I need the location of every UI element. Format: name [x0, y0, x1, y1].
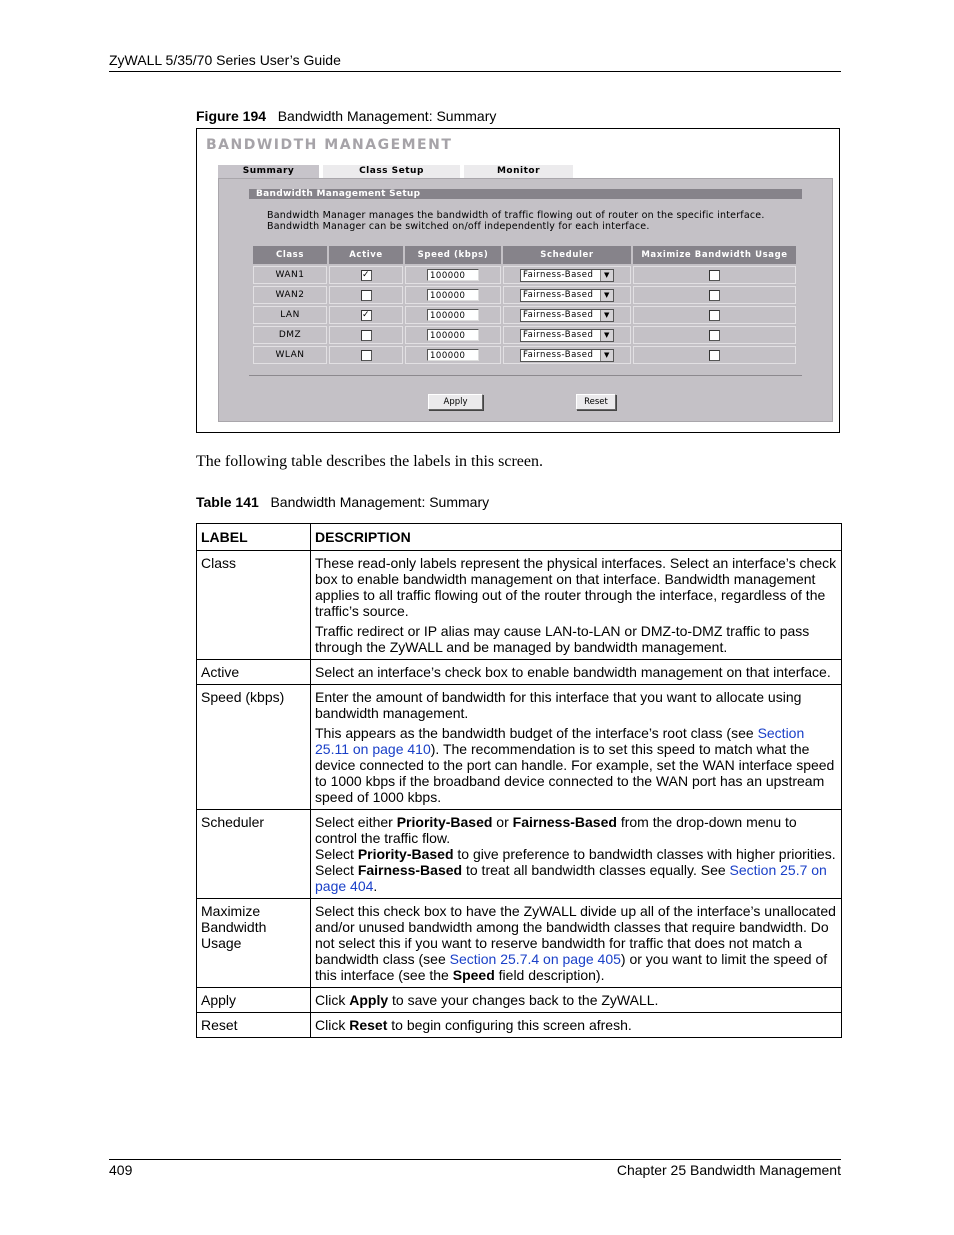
- text-run: ). The recommendation is to set this speed to match what the device connected to the port can handle. For example, set the WAN interface speed to 1000 kbps if the broadband device connected to the WAN port has an upstream speed of 1000 kbps.: [315, 741, 835, 805]
- column-header-scheduler: Scheduler: [503, 246, 631, 264]
- chapter-title: Chapter 25 Bandwidth Management: [616, 1162, 841, 1178]
- table-row: [253, 326, 796, 344]
- description-paragraph: [315, 846, 837, 894]
- screen-title: BANDWIDTH MANAGEMENT: [206, 137, 453, 153]
- description-paragraph: These read-only labels represent the physical interfaces. Select an interface’s check box to enable bandwidth management on that interface. Bandwidth management applies to all traffic flowing out of the router through the interface, regardless of the traffic’s source.: [315, 555, 837, 619]
- maximize-cell: [633, 266, 796, 284]
- maximize-checkbox[interactable]: [709, 310, 720, 321]
- table-number: Table 141: [196, 494, 259, 510]
- text-run: or: [492, 814, 513, 830]
- row-description: [311, 660, 842, 685]
- setup-description: [267, 210, 827, 232]
- scheduler-select[interactable]: [520, 269, 614, 282]
- scheduler-select[interactable]: [520, 349, 614, 362]
- label-line: Usage: [201, 935, 242, 951]
- maximize-checkbox[interactable]: [709, 270, 720, 281]
- table-header-row: [197, 524, 842, 551]
- tab-bar: [218, 165, 573, 178]
- scheduler-cell: [503, 266, 631, 284]
- tab-summary[interactable]: Summary: [218, 165, 319, 178]
- active-checkbox[interactable]: ✓: [361, 309, 371, 320]
- text-run: Select this check box to have the ZyWALL divide up all of the interface’s unallocated and/or unused bandwidth among the bandwidth classes that require bandwidth. Do not select this if you want to reserve bandwidth for traffic that does not match a bandwidth class (see: [315, 903, 836, 967]
- maximize-cell: [633, 346, 796, 364]
- bold-term: Reset: [349, 1017, 388, 1033]
- text-run: field description).: [494, 967, 605, 983]
- scheduler-select[interactable]: [520, 309, 614, 322]
- maximize-checkbox[interactable]: [709, 290, 720, 301]
- column-header-label: LABEL: [197, 524, 311, 551]
- text-run: to save your changes back to the ZyWALL.: [388, 992, 659, 1008]
- bold-term: Fairness-Based: [512, 814, 617, 830]
- class-cell: LAN: [253, 306, 327, 324]
- text-run: to begin configuring this screen afresh.: [387, 1017, 632, 1033]
- description-paragraph: [315, 725, 837, 805]
- tab-class-setup[interactable]: Class Setup: [323, 165, 460, 178]
- bold-term: Priority-Based: [396, 814, 493, 830]
- class-cell: WAN2: [253, 286, 327, 304]
- scheduler-value: Fairness-Based: [523, 329, 594, 340]
- row-label: [197, 899, 311, 988]
- dropdown-arrow-icon: ▼: [600, 310, 613, 321]
- speed-input[interactable]: 100000: [427, 329, 479, 341]
- dropdown-arrow-icon: ▼: [600, 330, 613, 341]
- active-checkbox[interactable]: [361, 290, 372, 301]
- text-run: to treat all bandwidth classes equally. See: [462, 862, 730, 878]
- text-run: .: [373, 878, 378, 894]
- table-row: [197, 685, 842, 810]
- row-label: Reset: [197, 1013, 311, 1038]
- dropdown-arrow-icon: ▼: [600, 270, 613, 281]
- text-run: to give preference to bandwidth classes with higher priorities. Select: [315, 846, 836, 878]
- maximize-cell: [633, 326, 796, 344]
- interfaces-table: [251, 244, 798, 366]
- row-label: Speed (kbps): [197, 685, 311, 810]
- scheduler-select[interactable]: [520, 289, 614, 302]
- active-cell: [329, 266, 403, 284]
- maximize-cell: [633, 306, 796, 324]
- active-cell: [329, 306, 403, 324]
- description-table: [196, 523, 842, 1038]
- scheduler-value: Fairness-Based: [523, 309, 594, 320]
- bold-term: Speed: [452, 967, 495, 983]
- active-checkbox[interactable]: [361, 330, 372, 341]
- maximize-checkbox[interactable]: [709, 330, 720, 341]
- text-run: Click: [315, 992, 350, 1008]
- table-row: [197, 988, 842, 1013]
- table-caption: [196, 494, 489, 510]
- description-paragraph: [315, 903, 837, 983]
- maximize-checkbox[interactable]: [709, 350, 720, 361]
- scheduler-cell: [503, 286, 631, 304]
- speed-input[interactable]: 100000: [427, 289, 479, 301]
- row-description: [311, 685, 842, 810]
- speed-cell: [405, 286, 501, 304]
- config-panel: [218, 178, 833, 422]
- text-run: Select: [315, 846, 358, 862]
- running-header: ZyWALL 5/35/70 Series User’s Guide: [109, 52, 341, 68]
- scheduler-cell: [503, 306, 631, 324]
- column-header-description: DESCRIPTION: [311, 524, 842, 551]
- speed-cell: [405, 266, 501, 284]
- speed-input[interactable]: 100000: [427, 349, 479, 361]
- scheduler-value: Fairness-Based: [523, 289, 594, 300]
- speed-cell: [405, 306, 501, 324]
- description-line: Bandwidth Manager manages the bandwidth of traffic flowing out of router on the specific interface.: [267, 210, 765, 221]
- text-run: ) or you want to limit the speed of this interface (see the: [315, 951, 828, 983]
- table-row: [253, 266, 796, 284]
- row-label: Scheduler: [197, 810, 311, 899]
- section-title: Bandwidth Management Setup: [249, 189, 802, 199]
- speed-input[interactable]: 100000: [427, 269, 479, 281]
- active-checkbox[interactable]: ✓: [361, 269, 371, 280]
- class-cell: WLAN: [253, 346, 327, 364]
- text-run: Select either: [315, 814, 397, 830]
- column-header-speed: Speed (kbps): [405, 246, 501, 264]
- header-rule: [109, 71, 841, 72]
- tab-monitor[interactable]: Monitor: [464, 165, 573, 178]
- description-line: Bandwidth Manager can be switched on/off independently for each interface.: [267, 221, 650, 232]
- table-header-row: [253, 246, 796, 264]
- figure-caption: [196, 108, 496, 124]
- row-description: [311, 899, 842, 988]
- scheduler-value: Fairness-Based: [523, 349, 594, 360]
- active-cell: [329, 346, 403, 364]
- row-description: [311, 551, 842, 660]
- dropdown-arrow-icon: ▼: [600, 350, 613, 361]
- row-description: [311, 1013, 842, 1038]
- description-paragraph: Enter the amount of bandwidth for this interface that you want to allocate using bandwidth management.: [315, 689, 802, 721]
- page-number: 409: [109, 1162, 133, 1178]
- description-paragraph: Traffic redirect or IP alias may cause LAN-to-LAN or DMZ-to-DMZ traffic to pass through the ZyWALL and be managed by bandwidth management.: [315, 623, 810, 655]
- dropdown-arrow-icon: ▼: [600, 290, 613, 301]
- scheduler-cell: [503, 326, 631, 344]
- figure-caption-text: Bandwidth Management: Summary: [277, 108, 497, 124]
- column-header-active: Active: [329, 246, 403, 264]
- scheduler-select[interactable]: [520, 329, 614, 342]
- label-line: Bandwidth: [201, 919, 267, 935]
- active-checkbox[interactable]: [361, 350, 372, 361]
- description-paragraph: Select an interface’s check box to enable bandwidth management on that interface.: [315, 664, 831, 680]
- table-row: [253, 306, 796, 324]
- speed-input[interactable]: 100000: [427, 309, 479, 321]
- scheduler-cell: [503, 346, 631, 364]
- description-paragraph: [315, 992, 837, 1008]
- figure-screenshot: [196, 128, 840, 433]
- column-header-maximize: Maximize Bandwidth Usage: [633, 246, 796, 264]
- table-row: [197, 1013, 842, 1038]
- description-paragraph: [315, 1017, 837, 1033]
- row-label: Active: [197, 660, 311, 685]
- class-cell: WAN1: [253, 266, 327, 284]
- apply-button[interactable]: Apply: [428, 394, 483, 410]
- table-row: [253, 286, 796, 304]
- bold-term: Fairness-Based: [357, 862, 463, 878]
- row-label: Apply: [197, 988, 311, 1013]
- table-row: [197, 899, 842, 988]
- section-link[interactable]: Section 25.11 on page 410: [315, 725, 805, 757]
- reset-button[interactable]: Reset: [576, 394, 616, 410]
- table-row: [197, 551, 842, 660]
- section-link[interactable]: Section 25.7 on page 404: [315, 862, 827, 894]
- text-run: This appears as the bandwidth budget of the interface’s root class (see: [315, 725, 758, 741]
- scheduler-value: Fairness-Based: [523, 269, 594, 280]
- speed-cell: [405, 326, 501, 344]
- maximize-cell: [633, 286, 796, 304]
- panel-divider: [249, 375, 802, 376]
- table-row: [253, 346, 796, 364]
- bold-term: Apply: [349, 992, 389, 1008]
- table-row: [197, 810, 842, 899]
- row-description: [311, 988, 842, 1013]
- active-cell: [329, 286, 403, 304]
- class-cell: DMZ: [253, 326, 327, 344]
- row-label: Class: [197, 551, 311, 660]
- row-description: [311, 810, 842, 899]
- footer-rule: [109, 1159, 841, 1160]
- figure-number: Figure 194: [196, 108, 267, 124]
- intro-paragraph: The following table describes the labels in this screen.: [196, 453, 544, 470]
- bold-term: Priority-Based: [357, 846, 454, 862]
- column-header-class: Class: [253, 246, 327, 264]
- description-paragraph: [315, 814, 837, 846]
- table-row: [197, 660, 842, 685]
- text-run: from the drop-down menu to control the traffic flow.: [315, 814, 797, 846]
- label-line: Maximize: [201, 903, 261, 919]
- speed-cell: [405, 346, 501, 364]
- table-caption-text: Bandwidth Management: Summary: [270, 494, 490, 510]
- active-cell: [329, 326, 403, 344]
- text-run: Click: [315, 1017, 350, 1033]
- section-link[interactable]: Section 25.7.4 on page 405: [449, 951, 621, 967]
